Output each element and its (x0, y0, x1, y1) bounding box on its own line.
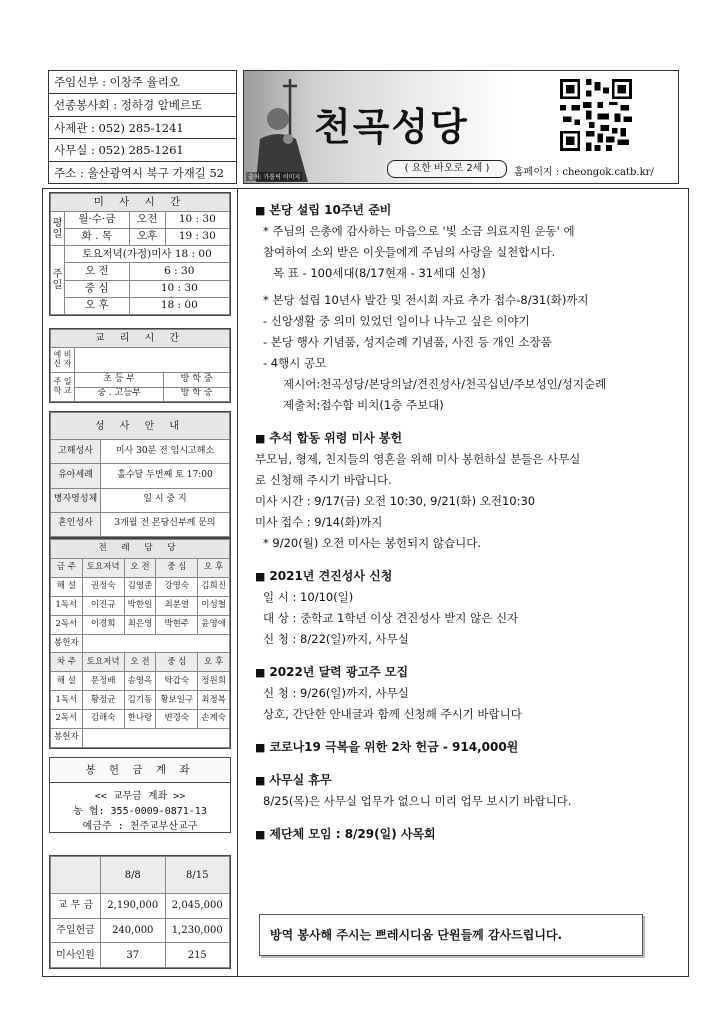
finance-date: 8/8 (101, 857, 166, 894)
sacraments-title: 성 사 안 내 (51, 413, 230, 440)
weekday-time: 10 : 30 (165, 212, 229, 229)
offering-account-box (49, 757, 231, 833)
notice-line: - 4행시 공모 (263, 356, 327, 370)
notice-line: * 9/20(월) 오전 미사는 봉헌되지 않습니다. (263, 536, 482, 550)
duty-cell: 최은영 (124, 615, 156, 634)
notice-line: 제출처:접수함 비치(1층 주보대) (283, 398, 444, 412)
school-time: 방 학 중 (164, 387, 230, 402)
qr-code-icon[interactable] (560, 79, 632, 151)
duty-cell: 최정복 (198, 691, 230, 710)
catechumen-time (75, 348, 230, 373)
doctrine-title: 교 리 시 간 (51, 330, 230, 348)
notice-line: 미사 접수 : 9/14(화)까지 (255, 515, 383, 529)
notice-line: 8/25(목)은 사무실 업무가 없으니 미리 업무 보시기 바랍니다. (263, 794, 572, 808)
weekday-period: 오전 (129, 212, 165, 229)
notice-line: 부모님, 형제, 친지들의 영혼을 위해 미사 봉헌하실 분들은 사무실 (255, 452, 581, 466)
duty-cell: 황보일구 (156, 691, 198, 710)
duty-header: 중 심 (156, 558, 198, 577)
table-row (51, 672, 230, 691)
photo-credit: 출처: 가톨릭 이미지 (248, 174, 301, 181)
duty-cell: 황정균 (82, 691, 124, 710)
duty-cell: 박한일 (124, 596, 156, 615)
duty-header: 토요저녁 (82, 558, 124, 577)
duty-cell: 1독서 (51, 691, 83, 710)
notice-section-title: ■ 코로나19 극복을 위한 2차 헌금 - 914,000원 (255, 740, 519, 754)
notice-line: 일 시 : 10/10(일) (263, 590, 354, 604)
duty-cell (82, 634, 229, 653)
duty-cell: 이경희 (82, 615, 124, 634)
notice-line: 신 청 : 8/22(일)까지, 사무실 (263, 632, 409, 646)
duty-header: 중 심 (156, 653, 198, 672)
duty-header: 오 전 (124, 558, 156, 577)
column-divider (237, 188, 238, 977)
duty-cell: 2독서 (51, 710, 83, 729)
sacraments-box (49, 411, 231, 538)
notices-column (255, 200, 687, 845)
sacrament-name: 혼인성사 (51, 512, 101, 536)
duty-cell: 문정배 (82, 672, 124, 691)
finance-label: 교 무 금 (51, 894, 101, 919)
weekday-period: 오후 (129, 229, 165, 246)
notice-line: * 주님의 은총에 감사하는 마음으로 '빛 소금 의료지원 운동' 에 (263, 224, 575, 238)
duty-cell: 봉헌자 (51, 634, 83, 653)
account-holder: 예금주 : 천주교부산교구 (82, 821, 198, 832)
duty-header: 차 주 (51, 653, 83, 672)
table-row (51, 729, 230, 748)
account-title: 봉 헌 금 계 좌 (50, 758, 230, 783)
sunday-period: 오 후 (65, 297, 130, 314)
weekday-days: 월·수·금 (65, 212, 130, 229)
sunday-time: 18 : 00 (129, 297, 229, 314)
duty-cell: 김해숙 (82, 710, 124, 729)
duty-cell: 탁갑숙 (156, 672, 198, 691)
duty-cell: 1독서 (51, 596, 83, 615)
duty-header: 토요저녁 (82, 653, 124, 672)
notice-line: 신 청 : 9/26(일)까지, 사무실 (263, 686, 409, 700)
table-row (51, 710, 230, 729)
table-row (51, 943, 230, 968)
duty-cell: 윤영애 (198, 615, 230, 634)
sacrament-name: 고해성사 (51, 440, 101, 464)
pope-figure-image (250, 77, 320, 182)
notice-section-title: ■ 2022년 달력 광고주 모집 (255, 665, 409, 679)
finance-label: 미사인원 (51, 943, 101, 968)
duty-cell: 권정숙 (82, 577, 124, 596)
sunday-school-label: 주 일 학 교 (51, 373, 75, 402)
square-bullet-icon: ■ (255, 570, 266, 583)
sacrament-info: 홀수달 두번째 토 17:00 (101, 464, 230, 488)
notice-section-title: ■ 2021년 견진성사 신청 (255, 569, 393, 583)
school-group: 초 등 부 (75, 373, 164, 388)
sacrament-name: 병자영성체 (51, 488, 101, 512)
duty-cell: 최분열 (156, 596, 198, 615)
finance-value: 215 (165, 943, 230, 968)
square-bullet-icon: ■ (255, 432, 266, 445)
notice-line: - 본당 행사 기념품, 성지순례 기념품, 사진 등 개인 소장품 (263, 335, 552, 349)
table-row (51, 596, 230, 615)
banner-photo (244, 71, 512, 183)
homepage-url[interactable]: 홈페이지 : cheongok.catb.kr/ (514, 167, 654, 178)
school-time: 방 학 중 (164, 373, 230, 388)
notice-section-title: ■ 제단체 모임 : 8/29(일) 사목회 (255, 827, 436, 841)
duty-cell: 김희진 (198, 577, 230, 596)
catechumen-label: 예 비 신 자 (51, 348, 75, 373)
doctrine-box (49, 328, 231, 403)
mass-times-box (49, 192, 231, 316)
finance-value: 2,045,000 (165, 894, 230, 919)
pastor-line: 주임신부 : 이창주 율리오 (49, 71, 236, 94)
sunday-period: 중 심 (65, 280, 130, 297)
duty-cell: 해 설 (51, 577, 83, 596)
notice-line: 제시어:천곡성당/본당의날/견진성사/천곡십년/주보성인/성지순례 (283, 377, 607, 391)
notice-line: 대 상 : 중학교 1학년 이상 견진성사 받지 않은 신자 (263, 611, 519, 625)
table-row (51, 634, 230, 653)
patron-name: ( 요한 바오로 2세 ) (387, 160, 507, 178)
square-bullet-icon: ■ (255, 828, 266, 841)
account-body (50, 783, 230, 834)
square-bullet-icon: ■ (255, 741, 266, 754)
notice-line: 로 신청해 주시기 바랍니다. (255, 473, 392, 487)
sacrament-info: 미사 30분 전 임시고해소 (101, 440, 230, 464)
duty-header: 오 후 (198, 558, 230, 577)
duty-cell (82, 729, 229, 748)
account-heading: << 교무금 계좌 >> (94, 791, 186, 802)
sacrament-info: 일 시 중 지 (101, 488, 230, 512)
duty-cell: 손계숙 (198, 710, 230, 729)
duty-cell: 강명숙 (156, 577, 198, 596)
duty-cell: 2독서 (51, 615, 83, 634)
notice-line: 목 표 - 100세대(8/17현재 - 31세대 신청) (273, 266, 486, 280)
notice-line: - 신앙생활 중 의미 있었던 일이나 나누고 싶은 이야기 (263, 314, 530, 328)
duty-header: 오 전 (124, 653, 156, 672)
duty-title: 전 례 담 당 (51, 540, 230, 559)
duty-cell: 송영옥 (124, 672, 156, 691)
sacrament-info: 3개월 전 본당신부께 문의 (101, 512, 230, 536)
notice-section-title: ■ 사무실 휴무 (255, 773, 332, 787)
sunday-time: 6 : 30 (129, 263, 229, 280)
duty-cell: 박현주 (156, 615, 198, 634)
sunday-time: 10 : 30 (129, 280, 229, 297)
weekday-label: 평일 (51, 212, 65, 246)
table-row (51, 894, 230, 919)
finance-table-box (49, 855, 231, 969)
duty-cell: 이진규 (82, 596, 124, 615)
duty-cell: 정원희 (198, 672, 230, 691)
square-bullet-icon: ■ (255, 204, 266, 217)
sacrament-name: 유아세례 (51, 464, 101, 488)
header-info-box (48, 70, 237, 184)
sunday-label: 주일 (51, 246, 65, 315)
liturgy-duty-box (49, 538, 231, 749)
square-bullet-icon: ■ (255, 666, 266, 679)
finance-date: 8/15 (165, 857, 230, 894)
finance-corner (51, 857, 101, 894)
table-row (51, 615, 230, 634)
school-group: 중 . 고등부 (75, 387, 164, 402)
notice-line: 미사 시간 : 9/17(금) 오전 10:30, 9/21(화) 오전10:30 (255, 494, 536, 508)
sunday-period: 오 전 (65, 263, 130, 280)
duty-cell: 해 설 (51, 672, 83, 691)
notice-section-title: ■ 본당 설립 10주년 준비 (255, 203, 392, 217)
notice-line: * 본당 설립 10년사 발간 및 전시회 자료 추가 접수-8/31(화)까지 (263, 293, 589, 307)
finance-value: 2,190,000 (101, 894, 166, 919)
duty-cell: 한나랑 (124, 710, 156, 729)
duty-header: 오 후 (198, 653, 230, 672)
deacon-line: 선종봉사회 : 정하경 알베르또 (49, 94, 236, 117)
account-number[interactable]: 농 협: 355-0009-0871-13 (73, 806, 207, 817)
duty-cell: 봉헌자 (51, 729, 83, 748)
finance-value: 1,230,000 (165, 918, 230, 943)
office-phone: 사무실 : 052) 285-1261 (49, 139, 236, 162)
duty-cell: 김영준 (124, 577, 156, 596)
table-row (51, 691, 230, 710)
church-title: 천곡성당 (314, 104, 469, 149)
finance-value: 37 (101, 943, 166, 968)
mass-times-title: 미 사 시 간 (51, 194, 230, 212)
notice-line: 상호, 간단한 안내글과 함께 신청해 주시기 바랍니다 (263, 707, 522, 721)
duty-cell: 이성철 (198, 596, 230, 615)
saturday-mass: 토요저녁(가정)미사 18 : 00 (65, 246, 230, 263)
duty-header: 금 주 (51, 558, 83, 577)
weekday-time: 19 : 30 (165, 229, 229, 246)
notice-section-title: ■ 추석 합동 위령 미사 봉헌 (255, 431, 403, 445)
duty-cell: 김기동 (124, 691, 156, 710)
duty-cell: 변경숙 (156, 710, 198, 729)
square-bullet-icon: ■ (255, 774, 266, 787)
church-banner (243, 70, 679, 184)
thanks-box: 방역 봉사해 주시는 쁘레시디움 단원들께 감사드립니다. (259, 914, 643, 956)
table-row (51, 577, 230, 596)
rectory-phone: 사제관 : 052) 285-1241 (49, 117, 236, 140)
weekday-days: 화 . 목 (65, 229, 130, 246)
notice-line: 참여하여 소외 받은 이웃들에게 주님의 사랑을 실천합시다. (263, 245, 556, 259)
address-line: 주소 : 울산광역시 북구 가재길 52 (54, 166, 225, 181)
finance-label: 주일헌금 (51, 918, 101, 943)
table-row (51, 918, 230, 943)
finance-value: 240,000 (101, 918, 166, 943)
